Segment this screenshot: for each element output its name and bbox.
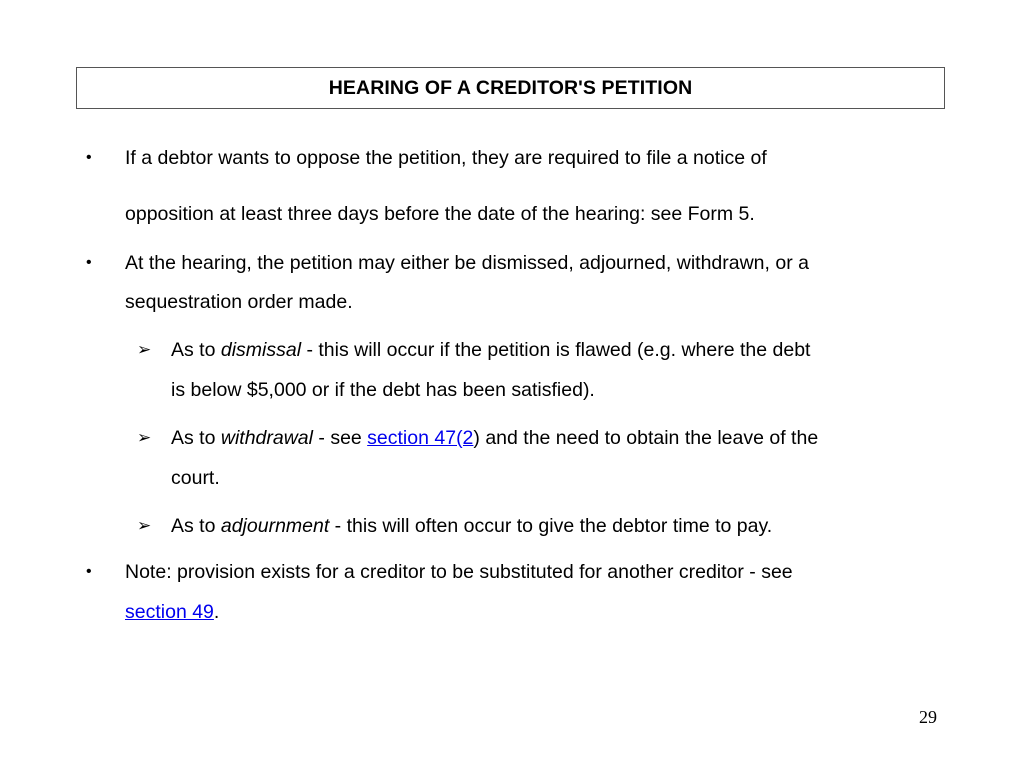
sub-bullet-middle: - see [312,427,368,449]
bullet-1-line-2: opposition at least three days before the date of the hearing: see Form 5. [125,203,755,225]
title-box [76,67,945,109]
term-dismissal: dismissal [220,339,302,361]
arrow-bullet-icon: ➢ [137,340,152,359]
arrow-bullet-icon: ➢ [137,428,152,447]
sub-bullet-rest: - this will often occur to give the debtor time to pay. [329,515,773,537]
sub-bullet-rest: ) and the need to obtain the leave of the [473,427,819,449]
section-49-link[interactable]: section 49 [125,601,214,623]
sub-bullet-withdrawal-line-2: court. [171,467,220,489]
sub-bullet-withdrawal [171,426,818,450]
bullet-1-line-1: If a debtor wants to oppose the petition, they are required to file a notice of [125,147,767,169]
page-number: 29 [919,707,937,727]
bullet-2-line-1: At the hearing, the petition may either be dismissed, adjourned, withdrawn, or a [125,252,809,274]
sub-bullet-rest: - this will occur if the petition is flawed (e.g. where the debt [301,339,811,361]
sub-bullet-prefix: As to [171,515,221,537]
sub-bullet-prefix: As to [171,427,221,449]
sub-bullet-adjournment [171,514,772,538]
bullet-3-line-2 [125,600,219,624]
term-adjournment: adjournment [220,515,330,537]
bullet-marker: • [86,254,92,271]
bullet-2-line-2: sequestration order made. [125,291,353,313]
term-withdrawal: withdrawal [220,427,313,449]
sub-bullet-dismissal [171,338,810,362]
bullet-marker: • [86,149,92,166]
sub-bullet-prefix: As to [171,339,221,361]
slide-title: HEARING OF A CREDITOR'S PETITION [328,76,693,99]
bullet-3-tail: . [213,601,220,623]
bullet-marker: • [86,563,92,580]
arrow-bullet-icon: ➢ [137,516,152,535]
bullet-3-line-1: Note: provision exists for a creditor to be substituted for another creditor - see [125,561,793,583]
section-47-link[interactable]: section 47(2 [367,427,474,449]
sub-bullet-dismissal-line-2: is below $5,000 or if the debt has been satisfied). [171,379,595,401]
